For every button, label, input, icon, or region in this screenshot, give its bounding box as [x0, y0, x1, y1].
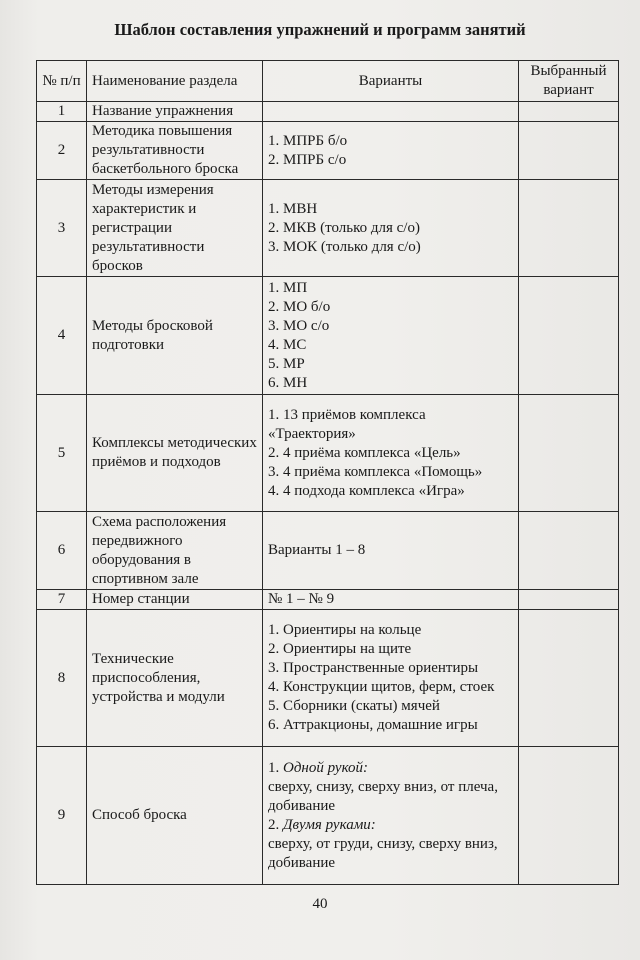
- row-number: 3: [37, 180, 87, 277]
- variant-item: 3. 4 приёма комплекса «Помощь»: [268, 463, 483, 480]
- variant-item: 1. МПРБ б/о: [268, 132, 348, 149]
- variant-item: 5. МР: [268, 355, 305, 372]
- header-variants: Варианты: [263, 61, 519, 102]
- row-number: 7: [37, 590, 87, 610]
- variant-item: № 1 – № 9: [268, 591, 335, 607]
- row-section: Методы бросковой подготовки: [87, 277, 263, 395]
- table-row: [37, 747, 619, 885]
- row-variants: [263, 590, 519, 610]
- row-number: 9: [37, 747, 87, 885]
- row-section: Номер станции: [87, 590, 263, 610]
- variant-item: [268, 759, 513, 778]
- table-row: [37, 180, 619, 277]
- variant-italic-heading: Двумя руками:: [283, 816, 376, 833]
- variant-item: 1. МП: [268, 279, 308, 296]
- row-variants: [263, 102, 519, 122]
- row-section: Название упражнения: [87, 102, 263, 122]
- row-section: Комплексы методических приёмов и подходов: [87, 395, 263, 512]
- variant-item: 1. 13 приёмов комплекса «Траектория»: [268, 406, 426, 442]
- variant-item: сверху, от груди, снизу, сверху вниз, добивание: [268, 835, 498, 871]
- row-section: Технические приспособления, устройства и модули: [87, 610, 263, 747]
- row-number: 2: [37, 122, 87, 180]
- row-selected: [519, 395, 619, 512]
- row-section: Методы измерения характеристик и регистрации результативности бросков: [87, 180, 263, 277]
- header-selected: Выбранный вариант: [519, 61, 619, 102]
- table-row: [37, 102, 619, 122]
- variant-item: 2. МО б/о: [268, 298, 331, 315]
- row-variants: [263, 180, 519, 277]
- row-selected: [519, 277, 619, 395]
- variant-item: 6. МН: [268, 374, 308, 391]
- row-section: Схема расположения передвижного оборудования в спортивном зале: [87, 512, 263, 590]
- row-selected: [519, 102, 619, 122]
- page-number: 40: [312, 896, 328, 912]
- row-variants: [263, 512, 519, 590]
- header-num: № п/п: [37, 61, 87, 102]
- row-variants: [263, 747, 519, 885]
- variant-item: 6. Аттракционы, домашние игры: [268, 717, 478, 733]
- variant-item: 2. МПРБ с/о: [268, 151, 347, 168]
- row-number: 1: [37, 102, 87, 122]
- variant-item: 4. Конструкции щитов, ферм, стоек: [268, 679, 495, 695]
- row-section: Способ броска: [87, 747, 263, 885]
- variant-item: 1. МВН: [268, 200, 318, 217]
- row-variants: [263, 610, 519, 747]
- variant-item: 4. МС: [268, 336, 307, 353]
- row-number: 4: [37, 277, 87, 395]
- table-row: [37, 122, 619, 180]
- variant-item: [268, 816, 513, 835]
- variant-item: 2. Ориентиры на щите: [268, 641, 412, 657]
- table-row: [37, 277, 619, 395]
- row-selected: [519, 610, 619, 747]
- table-header-row: [37, 61, 619, 102]
- variant-prefix: 2.: [268, 816, 283, 833]
- table-row: [37, 512, 619, 590]
- table-row: [37, 610, 619, 747]
- table-row: [37, 395, 619, 512]
- row-selected: [519, 180, 619, 277]
- row-section: Методика повышения результативности баскетбольного броска: [87, 122, 263, 180]
- row-variants: [263, 395, 519, 512]
- row-variants: [263, 277, 519, 395]
- table-row: [37, 590, 619, 610]
- variant-item: 5. Сборники (скаты) мячей: [268, 698, 440, 714]
- variant-item: 1. Ориентиры на кольце: [268, 622, 422, 638]
- row-number: 6: [37, 512, 87, 590]
- variant-item: 3. МОК (только для с/о): [268, 238, 421, 255]
- variant-item: 4. 4 подхода комплекса «Игра»: [268, 482, 465, 499]
- variant-item: Варианты 1 – 8: [268, 542, 366, 558]
- variant-item: сверху, снизу, сверху вниз, от плеча, добивание: [268, 778, 498, 814]
- row-number: 8: [37, 610, 87, 747]
- row-selected: [519, 590, 619, 610]
- page-title: Шаблон составления упражнений и программ занятий: [114, 20, 526, 39]
- variant-item: 3. Пространственные ориентиры: [268, 660, 479, 676]
- row-selected: [519, 747, 619, 885]
- variant-item: 3. МО с/о: [268, 317, 330, 334]
- variant-italic-heading: Одной рукой:: [283, 759, 369, 776]
- row-selected: [519, 122, 619, 180]
- exercise-template-table: [36, 60, 619, 885]
- variant-prefix: 1.: [268, 759, 283, 776]
- row-number: 5: [37, 395, 87, 512]
- header-section: Наименование раздела: [87, 61, 263, 102]
- variant-item: 2. 4 приёма комплекса «Цель»: [268, 444, 461, 461]
- row-selected: [519, 512, 619, 590]
- variant-item: 2. МКВ (только для с/о): [268, 219, 420, 236]
- row-variants: [263, 122, 519, 180]
